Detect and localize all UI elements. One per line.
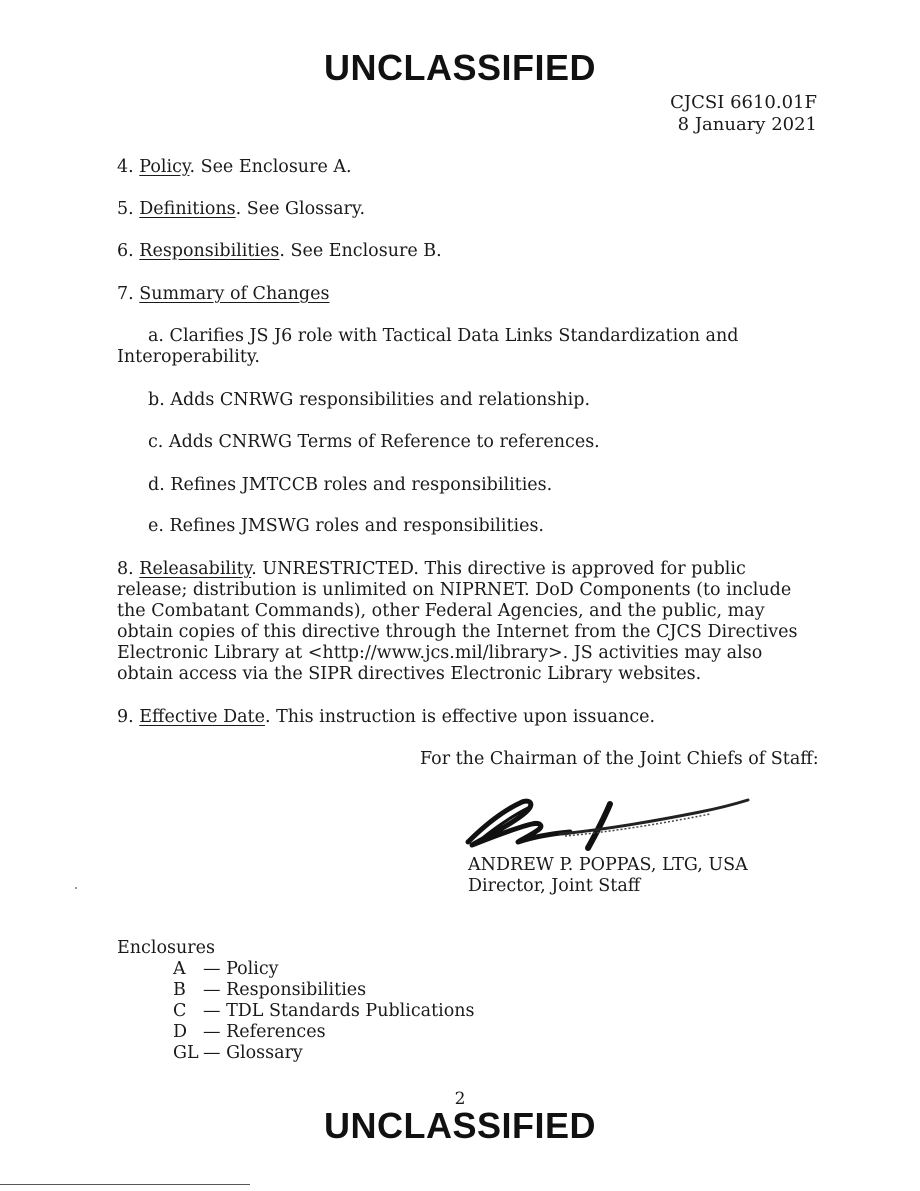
footer-rule: [0, 1184, 250, 1185]
paragraph-number: 8.: [117, 559, 134, 579]
enclosure-letter: D: [173, 1022, 188, 1042]
enclosure-letter: GL: [173, 1043, 199, 1063]
signer-block: [468, 855, 748, 897]
classification-banner-top: UNCLASSIFIED: [323, 47, 596, 88]
paragraph-summary-of-changes: [117, 284, 329, 305]
enclosures-heading: Enclosures: [117, 938, 215, 958]
releasability-line5: Electronic Library at <http://www.jcs.mil/library>. JS activities may also: [117, 643, 763, 663]
enclosure-item: [117, 1043, 475, 1064]
paragraph-title: Summary of Changes: [139, 284, 330, 304]
releasability-line3: the Combatant Commands), other Federal Agencies, and the public, may: [117, 601, 765, 621]
signer-name: ANDREW P. POPPAS, LTG, USA: [468, 855, 748, 875]
paragraph-number: 7.: [117, 284, 134, 304]
enclosure-label: — Policy: [203, 959, 279, 979]
enclosure-label: — References: [203, 1022, 326, 1042]
page-number: 2: [454, 1089, 466, 1109]
document-date: 8 January 2021: [677, 114, 817, 135]
paragraph-number: 9.: [117, 707, 134, 727]
enclosure-item: [117, 959, 475, 980]
change-item-e: e. Refines JMSWG roles and responsibilities.: [148, 516, 544, 536]
for-chairman-line: For the Chairman of the Joint Chiefs of Staff:: [420, 749, 819, 769]
change-item-a-line1: a. Clarifies JS J6 role with Tactical Data Links Standardization and: [148, 326, 739, 346]
paragraph-title: Releasability: [139, 559, 252, 579]
enclosure-item: [117, 980, 475, 1001]
signer-title: Director, Joint Staff: [468, 876, 641, 896]
enclosure-letter: C: [173, 1001, 187, 1021]
paragraph-title: Definitions: [139, 199, 236, 219]
change-item-c: c. Adds CNRWG Terms of Reference to references.: [148, 432, 600, 452]
paragraph-text: . See Enclosure B.: [279, 241, 442, 261]
paragraph-number: 5.: [117, 199, 134, 219]
enclosure-label: — Responsibilities: [203, 980, 367, 1000]
enclosure-item: [117, 1001, 475, 1022]
enclosure-letter: A: [173, 959, 186, 979]
document-id: CJCSI 6610.01F: [670, 92, 817, 113]
releasability-line1: . UNRESTRICTED. This directive is approved for public: [251, 559, 746, 579]
paragraph-text: . See Enclosure A.: [189, 157, 352, 177]
paragraph-number: 4.: [117, 157, 134, 177]
change-item-b: b. Adds CNRWG responsibilities and relationship.: [148, 390, 591, 410]
enclosure-label: — Glossary: [203, 1043, 303, 1063]
paragraph-effective-date: [117, 707, 655, 728]
paragraph-title: Responsibilities: [139, 241, 280, 261]
enclosure-item: [117, 1022, 475, 1043]
paragraph-responsibilities: [117, 241, 442, 262]
paragraph-title: Effective Date: [139, 707, 265, 727]
change-item-a-line2: Interoperability.: [117, 347, 260, 367]
enclosure-letter: B: [173, 980, 186, 1000]
classification-banner-bottom: UNCLASSIFIED: [323, 1105, 596, 1146]
paragraph-title: Policy: [139, 157, 190, 177]
releasability-line4: obtain copies of this directive through the Internet from the CJCS Directives: [117, 622, 798, 642]
change-item-d: d. Refines JMTCCB roles and responsibilities.: [148, 475, 553, 495]
handwritten-signature: [460, 790, 760, 860]
enclosures-list: [117, 938, 475, 1064]
releasability-line6: obtain access via the SIPR directives Electronic Library websites.: [117, 664, 702, 684]
releasability-line2: release; distribution is unlimited on NIPRNET. DoD Components (to include: [117, 580, 792, 600]
scan-speck: [75, 887, 77, 889]
enclosure-label: — TDL Standards Publications: [203, 1001, 475, 1021]
paragraph-text: . See Glossary.: [235, 199, 366, 219]
document-header: [670, 92, 817, 136]
change-item-a: [117, 326, 777, 368]
paragraph-definitions: [117, 199, 365, 220]
paragraph-number: 6.: [117, 241, 134, 261]
paragraph-releasability: [117, 559, 807, 685]
paragraph-policy: [117, 157, 352, 178]
paragraph-text: . This instruction is effective upon issuance.: [264, 707, 656, 727]
